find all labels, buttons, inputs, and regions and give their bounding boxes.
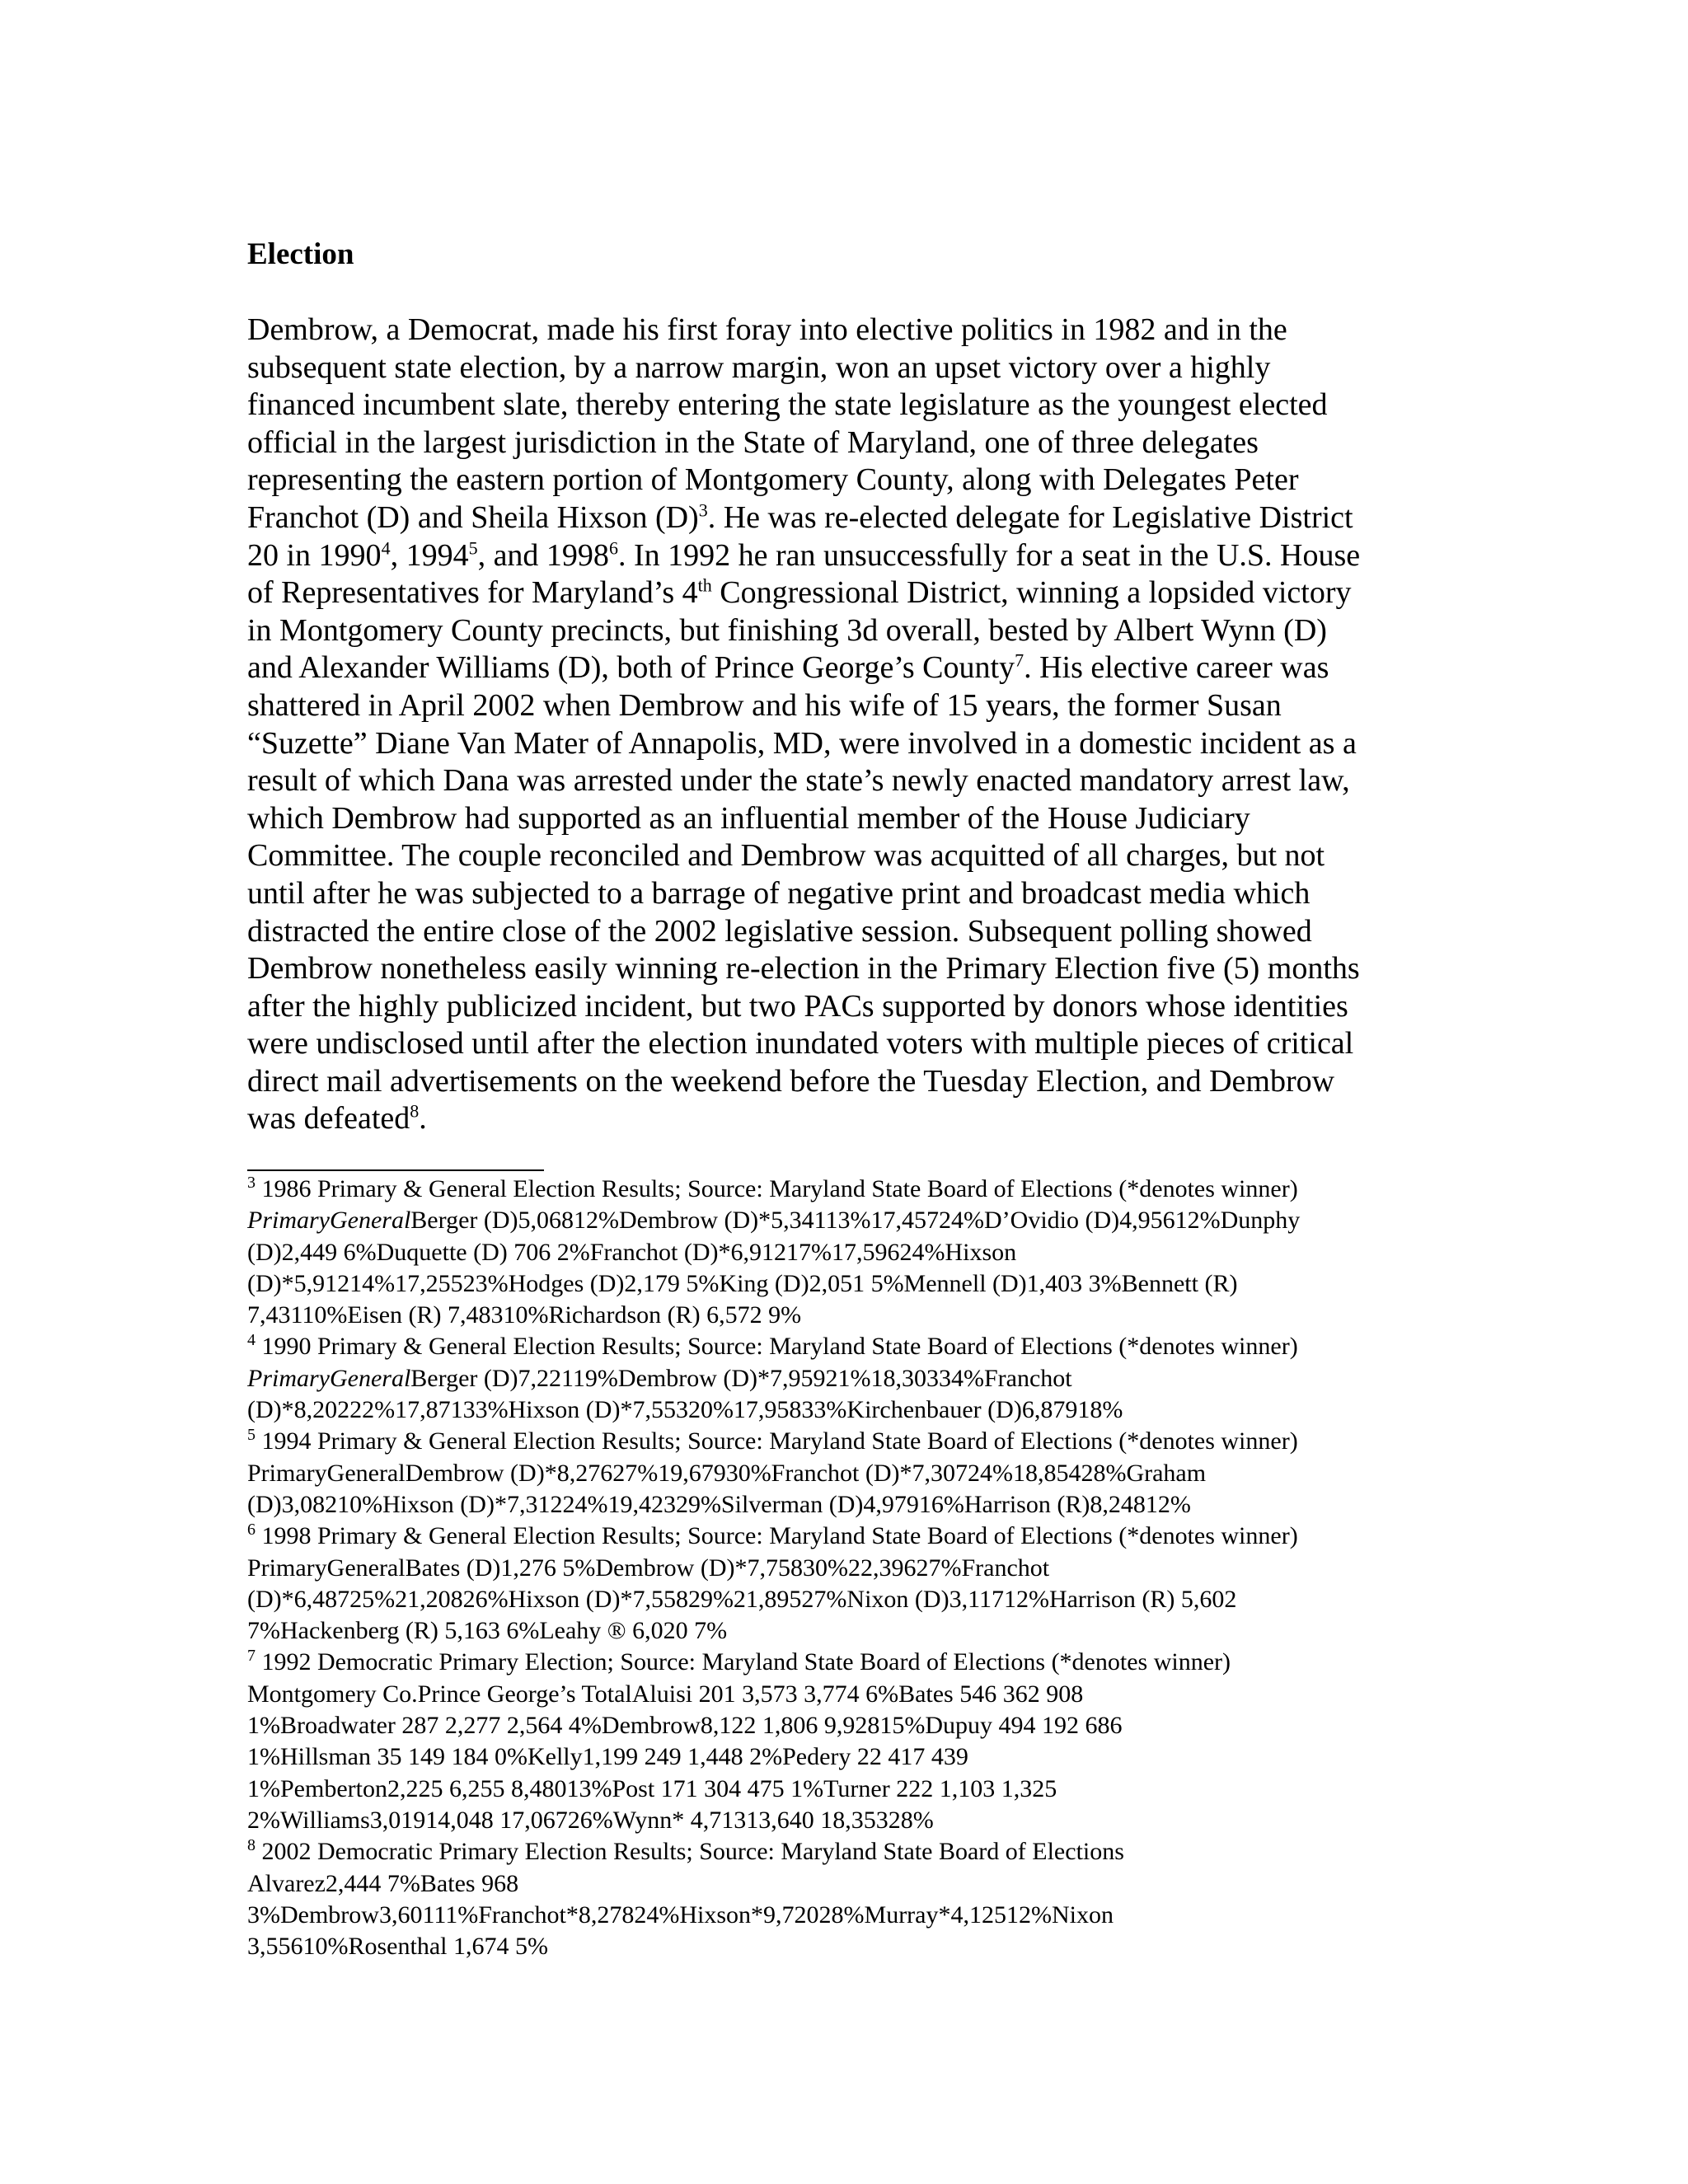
footnote-text: 1992 Democratic Primary Election; Source: Maryland State Board of Elections (*denotes winner) bbox=[256, 1648, 1231, 1676]
footnote-line bbox=[247, 1205, 1434, 1236]
body-line: Dembrow, a Democrat, made his first foray into elective politics in 1982 and in the bbox=[247, 312, 1287, 347]
body-line: until after he was subjected to a barrage of negative print and broadcast media which bbox=[247, 875, 1311, 911]
body-line: Committee. The couple reconciled and Dembrow was acquitted of all charges, but not bbox=[247, 838, 1325, 874]
footnote-text: 1994 Primary & General Election Results; Source: Maryland State Board of Elections (*denotes winner) bbox=[256, 1427, 1298, 1455]
body-text-segment: of Representatives for Maryland’s 4 bbox=[247, 575, 698, 611]
footnote-7 bbox=[247, 1647, 1434, 1678]
body-line: official in the largest jurisdiction in the State of Maryland, one of three delegates bbox=[247, 424, 1259, 460]
body-line: representing the eastern portion of Montgomery County, along with Delegates Peter bbox=[247, 462, 1299, 498]
footnote-marker: 4 bbox=[247, 1331, 256, 1350]
body-text-segment: . His elective career was bbox=[1024, 650, 1329, 686]
footnote-ref-4[interactable]: 4 bbox=[381, 537, 391, 558]
footnote-line: 1%Broadwater 287 2,277 2,564 4%Dembrow8,122 1,806 9,92815%Dupuy 494 192 686 bbox=[247, 1712, 1123, 1740]
footnote-marker: 5 bbox=[247, 1426, 256, 1445]
body-text-segment: 20 in 1990 bbox=[247, 537, 382, 573]
footnote-line: 3%Dembrow3,60111%Franchot*8,27824%Hixson*9,72028%Murray*4,12512%Nixon bbox=[247, 1900, 1114, 1929]
body-line: financed incumbent slate, thereby entering the state legislature as the youngest elected bbox=[247, 387, 1328, 423]
body-text-segment: Franchot (D) and Sheila Hixson (D) bbox=[247, 499, 699, 535]
body-text-segment: , 1994 bbox=[390, 537, 469, 573]
footnote-line: 1%Hillsman 35 149 184 0%Kelly1,199 249 1,448 2%Pedery 22 417 439 bbox=[247, 1743, 968, 1771]
footnote-4 bbox=[247, 1331, 1434, 1362]
ordinal-suffix: th bbox=[697, 574, 712, 596]
footnote-8 bbox=[247, 1836, 1434, 1868]
body-line bbox=[247, 499, 1434, 537]
footnote-italic-text: PrimaryGeneral bbox=[247, 1364, 411, 1392]
body-line bbox=[247, 537, 1434, 575]
footnote-line: Montgomery Co.Prince George’s TotalAluisi 201 3,573 3,774 6%Bates 546 362 908 bbox=[247, 1680, 1084, 1708]
footnote-marker: 8 bbox=[247, 1836, 256, 1855]
footnotes-section bbox=[247, 1174, 1434, 1962]
body-line: subsequent state election, by a narrow margin, won an upset victory over a highly bbox=[247, 349, 1271, 385]
footnote-line: (D)*5,91214%17,25523%Hodges (D)2,179 5%King (D)2,051 5%Mennell (D)1,403 3%Bennett (R) bbox=[247, 1269, 1238, 1297]
body-text-segment: , and 1998 bbox=[477, 537, 609, 573]
body-text-segment: . bbox=[419, 1101, 427, 1137]
footnote-text: 1990 Primary & General Election Results; Source: Maryland State Board of Elections (*denotes winner) bbox=[256, 1333, 1298, 1361]
body-line: Dembrow nonetheless easily winning re-election in the Primary Election five (5) months bbox=[247, 951, 1360, 987]
footnote-line: PrimaryGeneralBates (D)1,276 5%Dembrow (D)*7,75830%22,39627%Franchot bbox=[247, 1554, 1050, 1582]
body-paragraph bbox=[247, 312, 1434, 1138]
footnote-separator bbox=[247, 1169, 544, 1171]
footnote-marker: 6 bbox=[247, 1521, 256, 1540]
footnote-line: (D)2,449 6%Duquette (D) 706 2%Franchot (D)*6,91217%17,59624%Hixson bbox=[247, 1238, 1017, 1266]
body-line bbox=[247, 649, 1434, 687]
body-text-segment: . In 1992 he ran unsuccessfully for a seat in the U.S. House bbox=[617, 537, 1361, 573]
footnote-line: 2%Williams3,01914,048 17,06726%Wynn* 4,71313,640 18,35328% bbox=[247, 1806, 934, 1834]
footnote-5 bbox=[247, 1426, 1434, 1457]
footnote-italic-text: PrimaryGeneral bbox=[247, 1207, 411, 1235]
body-line: were undisclosed until after the election inundated voters with multiple pieces of critical bbox=[247, 1026, 1354, 1062]
footnote-text: 1998 Primary & General Election Results; Source: Maryland State Board of Elections (*denotes winner) bbox=[256, 1522, 1298, 1550]
body-line: after the highly publicized incident, but two PACs supported by donors whose identities bbox=[247, 988, 1348, 1024]
body-line: shattered in April 2002 when Dembrow and his wife of 15 years, the former Susan bbox=[247, 687, 1282, 723]
body-line bbox=[247, 1100, 1434, 1138]
body-text-segment: Congressional District, winning a lopsided victory bbox=[711, 575, 1352, 611]
footnote-line bbox=[247, 1363, 1434, 1394]
footnote-text: 2002 Democratic Primary Election Results; Source: Maryland State Board of Elections bbox=[256, 1838, 1124, 1866]
body-text-segment: was defeated bbox=[247, 1101, 410, 1137]
footnote-text: 1986 Primary & General Election Results; Source: Maryland State Board of Elections (*denotes winner) bbox=[256, 1175, 1298, 1202]
footnote-line: (D)*8,20222%17,87133%Hixson (D)*7,55320%17,95833%Kirchenbauer (D)6,87918% bbox=[247, 1396, 1123, 1424]
footnote-ref-6[interactable]: 6 bbox=[608, 537, 618, 558]
body-line: result of which Dana was arrested under the state’s newly enacted mandatory arrest law, bbox=[247, 763, 1350, 799]
footnote-6 bbox=[247, 1521, 1434, 1552]
footnote-ref-3[interactable]: 3 bbox=[698, 499, 708, 521]
footnote-text: Berger (D)7,22119%Dembrow (D)*7,95921%18,30334%Franchot bbox=[410, 1364, 1072, 1392]
footnote-ref-7[interactable]: 7 bbox=[1015, 649, 1025, 671]
footnote-marker: 3 bbox=[247, 1174, 256, 1192]
footnote-text: Berger (D)5,06812%Dembrow (D)*5,34113%17,45724%D’Ovidio (D)4,95612%Dunphy bbox=[410, 1207, 1301, 1235]
body-line bbox=[247, 574, 1434, 612]
footnote-ref-8[interactable]: 8 bbox=[410, 1100, 420, 1122]
body-line: which Dembrow had supported as an influential member of the House Judiciary bbox=[247, 800, 1250, 836]
footnote-line: 1%Pemberton2,225 6,255 8,48013%Post 171 304 475 1%Turner 222 1,103 1,325 bbox=[247, 1774, 1057, 1802]
footnote-line: 7%Hackenberg (R) 5,163 6%Leahy ® 6,020 7% bbox=[247, 1617, 728, 1645]
footnote-3 bbox=[247, 1174, 1434, 1205]
footnote-line: 7,43110%Eisen (R) 7,48310%Richardson (R) 6,572 9% bbox=[247, 1301, 802, 1329]
footnote-line: 3,55610%Rosenthal 1,674 5% bbox=[247, 1933, 548, 1961]
body-line: distracted the entire close of the 2002 legislative session. Subsequent polling showed bbox=[247, 913, 1312, 949]
footnote-marker: 7 bbox=[247, 1647, 256, 1666]
body-line: in Montgomery County precincts, but finishing 3d overall, bested by Albert Wynn (D) bbox=[247, 612, 1327, 648]
footnote-ref-5[interactable]: 5 bbox=[468, 537, 478, 558]
section-heading: Election bbox=[247, 237, 354, 271]
footnote-line: (D)*6,48725%21,20826%Hixson (D)*7,55829%21,89527%Nixon (D)3,11712%Harrison (R) 5,602 bbox=[247, 1585, 1237, 1613]
body-line: direct mail advertisements on the weekend before the Tuesday Election, and Dembrow bbox=[247, 1063, 1335, 1099]
footnote-line: Alvarez2,444 7%Bates 968 bbox=[247, 1869, 519, 1897]
body-text-segment: and Alexander Williams (D), both of Prince George’s County bbox=[247, 650, 1015, 686]
body-text-segment: . He was re-elected delegate for Legislative District bbox=[707, 499, 1353, 535]
body-line: “Suzette” Diane Van Mater of Annapolis, MD, were involved in a domestic incident as a bbox=[247, 725, 1357, 761]
footnote-line: (D)3,08210%Hixson (D)*7,31224%19,42329%Silverman (D)4,97916%Harrison (R)8,24812% bbox=[247, 1490, 1191, 1518]
footnote-line: PrimaryGeneralDembrow (D)*8,27627%19,67930%Franchot (D)*7,30724%18,85428%Graham bbox=[247, 1459, 1207, 1487]
